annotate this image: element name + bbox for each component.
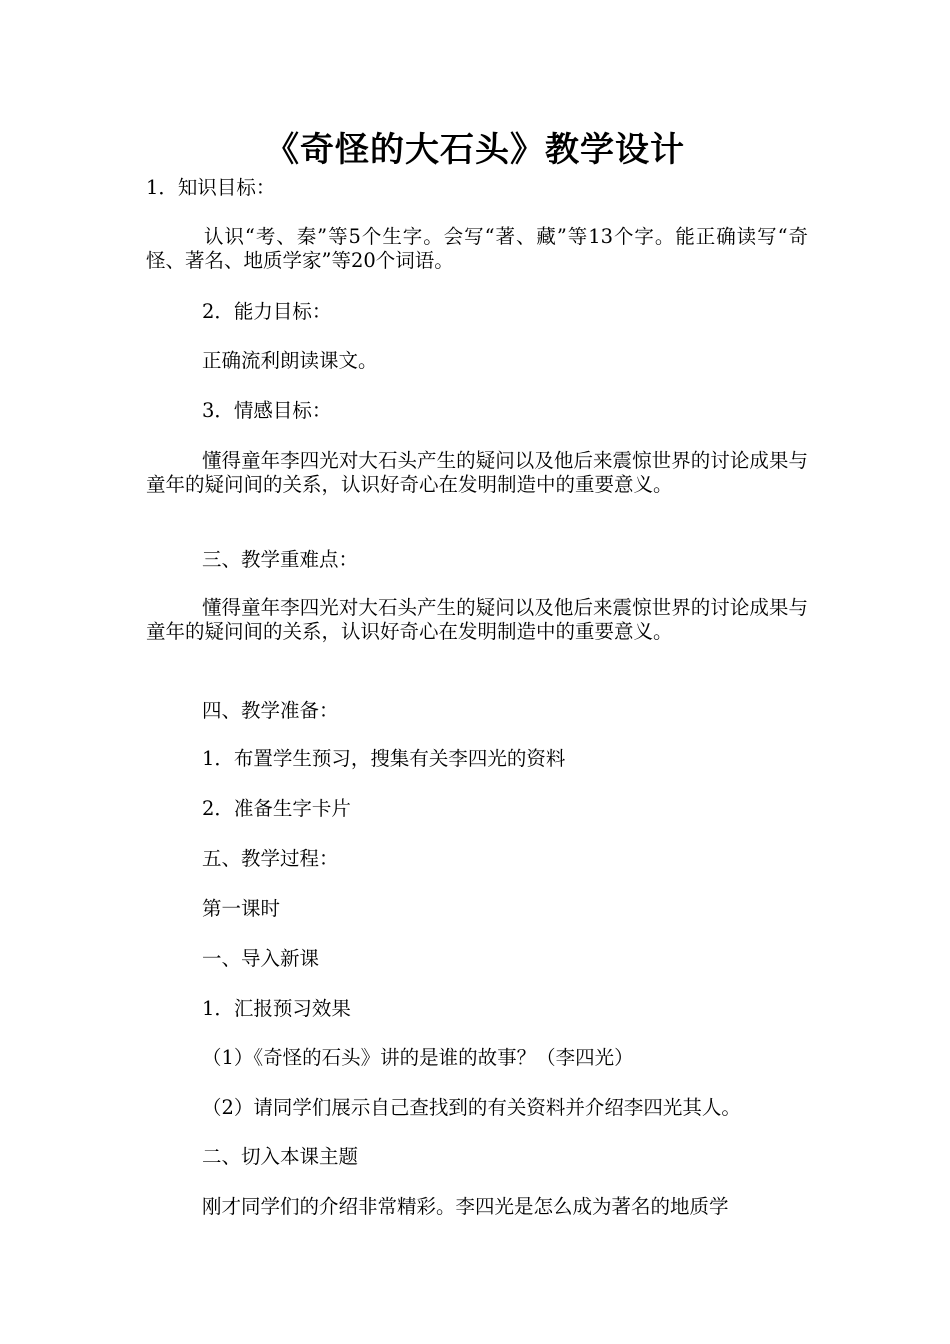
document-title: 《奇怪的大石头》教学设计 — [265, 130, 685, 170]
list-item-preparation-1: 1．布置学生预习，搜集有关李四光的资料 — [202, 747, 566, 770]
heading-teaching-preparation: 四、教学准备： — [202, 699, 339, 722]
paragraph-knowledge-goal: 认识“考、秦”等5个生字。会写“著、藏”等13个字。能正确读写“奇怪、著名、地质学家”等20个词语。 — [146, 225, 808, 272]
paragraph-ability-goal: 正确流利朗读课文。 — [202, 349, 378, 372]
step-report-preview: 1．汇报预习效果 — [202, 997, 351, 1020]
paragraph-key-difficulties: 懂得童年李四光对大石头产生的疑问以及他后来震惊世界的讨论成果与童年的疑问间的关系，认识好奇心在发明制造中的重要意义。 — [146, 596, 808, 643]
paragraph-emotion-goal: 懂得童年李四光对大石头产生的疑问以及他后来震惊世界的讨论成果与童年的疑问间的关系，认识好奇心在发明制造中的重要意义。 — [146, 449, 808, 496]
heading-key-difficulties: 三、教学重难点： — [202, 548, 359, 571]
step-introduce-lesson: 一、导入新课 — [202, 947, 320, 970]
list-item-preparation-2: 2．准备生字卡片 — [202, 797, 351, 820]
paragraph-main-topic: 刚才同学们的介绍非常精彩。李四光是怎么成为著名的地质学 — [202, 1195, 729, 1218]
heading-knowledge-goal: 1．知识目标： — [146, 176, 276, 199]
heading-teaching-process: 五、教学过程： — [202, 847, 339, 870]
lesson-period-label: 第一课时 — [202, 897, 281, 920]
question-1: （1）《奇怪的石头》讲的是谁的故事？（李四光） — [202, 1046, 634, 1069]
question-2: （2）请同学们展示自己查找到的有关资料并介绍李四光其人。 — [202, 1096, 741, 1119]
heading-emotion-goal: 3．情感目标： — [202, 399, 332, 422]
step-main-topic: 二、切入本课主题 — [202, 1145, 359, 1168]
heading-ability-goal: 2．能力目标： — [202, 300, 332, 323]
